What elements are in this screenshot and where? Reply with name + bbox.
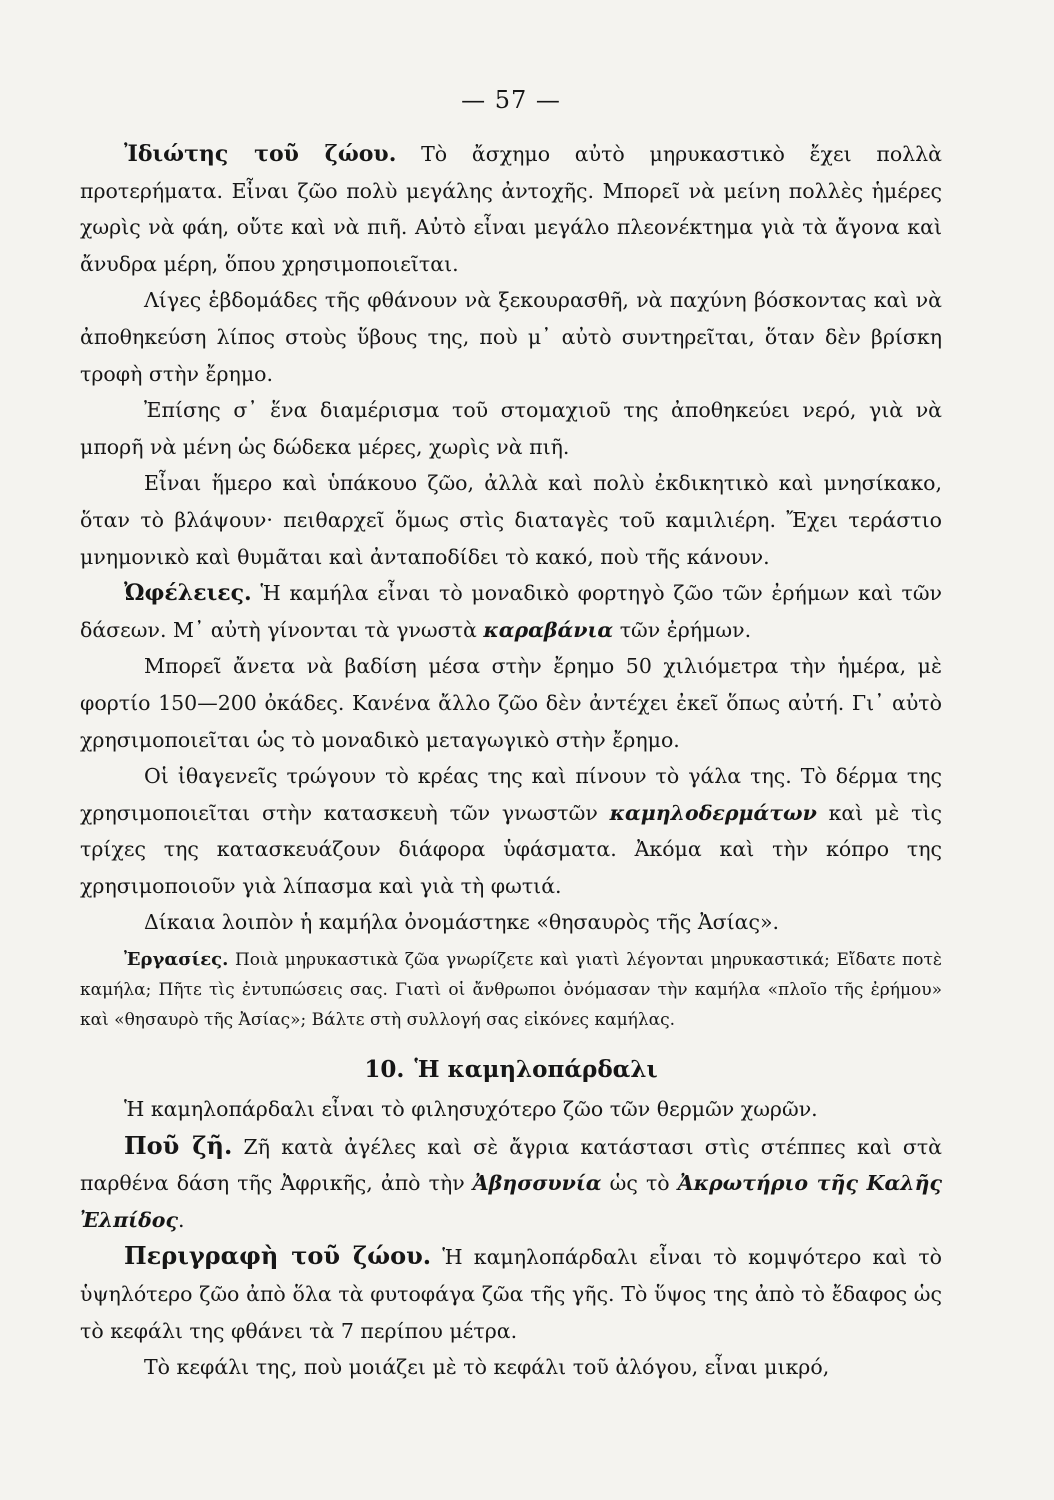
paragraph-text: Ἡ καμήλα εἶναι τὸ μοναδικὸ φορτηγὸ ζῶο τῶν ἐρήμων καὶ τῶν δάσεων. Μ᾽ αὐτὴ γίνονται τὰ γνωστὰ bbox=[80, 581, 942, 642]
emphasis-term: καραβάνια bbox=[483, 617, 614, 642]
section-title bbox=[80, 1053, 942, 1087]
paragraph-text: καὶ μὲ τὶς τρίχες της κατασκευάζουν διάφορα ὑφάσματα. Ἀκόμα καὶ τὴν κόπρο της χρησιμοποιοῦν γιὰ λίπασμα καὶ γιὰ τὴ φωτιά. bbox=[80, 800, 942, 898]
exercises-text: Ποιὰ μηρυκαστικὰ ζῶα γνωρίζετε καὶ γιατὶ λέγονται μηρυκαστικά; Εἴδατε ποτὲ καμήλα; Πῆτε τὶς ἐντυπώσεις σας. Γιατὶ οἱ ἄνθρωποι ὀνόμασαν τὴν καμήλα «πλοῖο τῆς ἐρήμου» καὶ «θησαυρὸ τῆς Ἀσίας»; Βάλτε στὴ συλλογή σας εἰκόνες καμήλας. bbox=[80, 950, 942, 1031]
paragraph-giraffe-intro: Ἡ καμηλοπάρδαλι εἶναι τὸ φιλησυχότερο ζῶο τῶν θερμῶν χωρῶν. bbox=[124, 1097, 818, 1122]
paragraph-text: Ἡ καμηλοπάρδαλι εἶναι τὸ κομψότερο καὶ τὸ ὑψηλότερο ζῶο ἀπὸ ὅλα τὰ φυτοφάγα ζῶα τῆς γῆς. Τὸ ὕψος της ἀπὸ τὸ ἔδαφος ὡς τὸ κεφάλι της φθάνει τὰ 7 περίπου μέτρα. bbox=[80, 1245, 942, 1343]
paragraph-water-storage: Ἐπίσης σ᾽ ἕνα διαμέρισμα τοῦ στομαχιοῦ της ἀποθηκεύει νερό, γιὰ νὰ μπορῆ νὰ μένη ὡς δώδεκα μέρες, χωρὶς νὰ πιῆ. bbox=[80, 398, 942, 459]
paragraph-habitat bbox=[80, 1128, 942, 1239]
paragraph-rest-and-fat: Λίγες ἑβδομάδες τῆς φθάνουν νὰ ξεκουρασθῆ, νὰ παχύνη βόσκοντας καὶ νὰ ἀποθηκεύση λίπος στοὺς ὕβους της, ποὺ μ᾽ αὐτὸ συντηρεῖται, ὅταν δὲν βρίσκη τροφὴ στὴν ἔρημο. bbox=[80, 288, 942, 386]
paragraph-temperament: Εἶναι ἥμερο καὶ ὑπάκουο ζῶο, ἀλλὰ καὶ πολὺ ἐκδικητικὸ καὶ μνησίκακο, ὅταν τὸ βλάψουν· πειθαρχεῖ ὅμως στὶς διαταγὲς τοῦ καμιλιέρη. Ἔχει τεράστιο μνημονικὸ καὶ θυμᾶται καὶ ἀνταποδίδει τὸ κακό, ποὺ τῆς κάνουν. bbox=[80, 471, 942, 569]
emphasis-term: καμηλοδερμάτων bbox=[609, 800, 817, 825]
paragraph-text: τῶν ἐρήμων. bbox=[613, 617, 752, 642]
heading-habitat: Ποῦ ζῆ. bbox=[124, 1130, 233, 1160]
page-number: — 57 — bbox=[461, 86, 561, 114]
heading-exercises: Ἐργασίες. bbox=[124, 949, 229, 971]
heading-benefits: Ὠφέλειες. bbox=[124, 580, 252, 607]
exercises-block bbox=[80, 945, 942, 1035]
paragraph-text: Τὸ ἄσχημο αὐτὸ μηρυκαστικὸ ἔχει πολλὰ προτερήματα. Εἶναι ζῶο πολὺ μεγάλης ἀντοχῆς. Μπορεῖ νὰ μείνη πολλὲς ἡμέρες χωρὶς νὰ φάη, οὔτε καὶ νὰ πιῆ. Αὐτὸ εἶναι μεγάλο πλεονέκτημα γιὰ τὰ ἄγονα καὶ ἄνυδρα μέρη, ὅπου χρησιμοποιεῖται. bbox=[80, 142, 942, 276]
paragraph-treasure-of-asia: Δίκαια λοιπὸν ἡ καμήλα ὀνομάστηκε «θησαυρὸς τῆς Ἀσίας». bbox=[144, 910, 780, 935]
paragraph-animal-traits bbox=[80, 136, 942, 282]
paragraph-text: Ζῆ κατὰ ἀγέλες καὶ σὲ ἄγρια κατάστασι στὶς στέππες καὶ στὰ παρθένα δάση τῆς Ἀφρικῆς, ἀπὸ τὴν bbox=[80, 1134, 943, 1196]
heading-animal-traits: Ἰδιώτης τοῦ ζώου. bbox=[124, 141, 397, 167]
paragraph-desert-travel: Μπορεῖ ἄνετα νὰ βαδίση μέσα στὴν ἔρημο 50 χιλιόμετρα τὴν ἡμέρα, μὲ φορτίο 150—200 ὀκάδες. Κανένα ἄλλο ζῶο δὲν ἀντέχει ἐκεῖ ὅπως αὐτή. Γι᾽ αὐτὸ χρησιμοποιεῖται ὡς τὸ μοναδικὸ μεταγωγικὸ στὴν ἔρημο. bbox=[80, 654, 942, 752]
place-name: Ἀβησσυνία bbox=[472, 1171, 602, 1196]
section-number: 10. bbox=[364, 1056, 405, 1084]
paragraph-text: ὡς τὸ bbox=[601, 1171, 678, 1196]
paragraph-text: Οἱ ἰθαγενεῖς τρώγουν τὸ κρέας της καὶ πίνουν τὸ γάλα της. Τὸ δέρμα της χρησιμοποιεῖται στὴν κατασκευὴ τῶν γνωστῶν bbox=[80, 764, 942, 825]
paragraph-text: . bbox=[177, 1207, 185, 1232]
section-title-text: Ἡ καμηλοπάρδαλι bbox=[414, 1056, 658, 1084]
paragraph-natives-use bbox=[80, 758, 942, 904]
paragraph-benefits bbox=[80, 575, 942, 648]
heading-description: Περιγραφὴ τοῦ ζώου. bbox=[124, 1241, 432, 1271]
place-name: Ἀκρωτήριο τῆς Καλῆς Ἐλπίδος bbox=[80, 1171, 943, 1232]
paragraph-head-shape: Τὸ κεφάλι της, ποὺ μοιάζει μὲ τὸ κεφάλι τοῦ ἀλόγου, εἶναι μικρό, bbox=[144, 1355, 830, 1380]
paragraph-description bbox=[80, 1238, 942, 1349]
